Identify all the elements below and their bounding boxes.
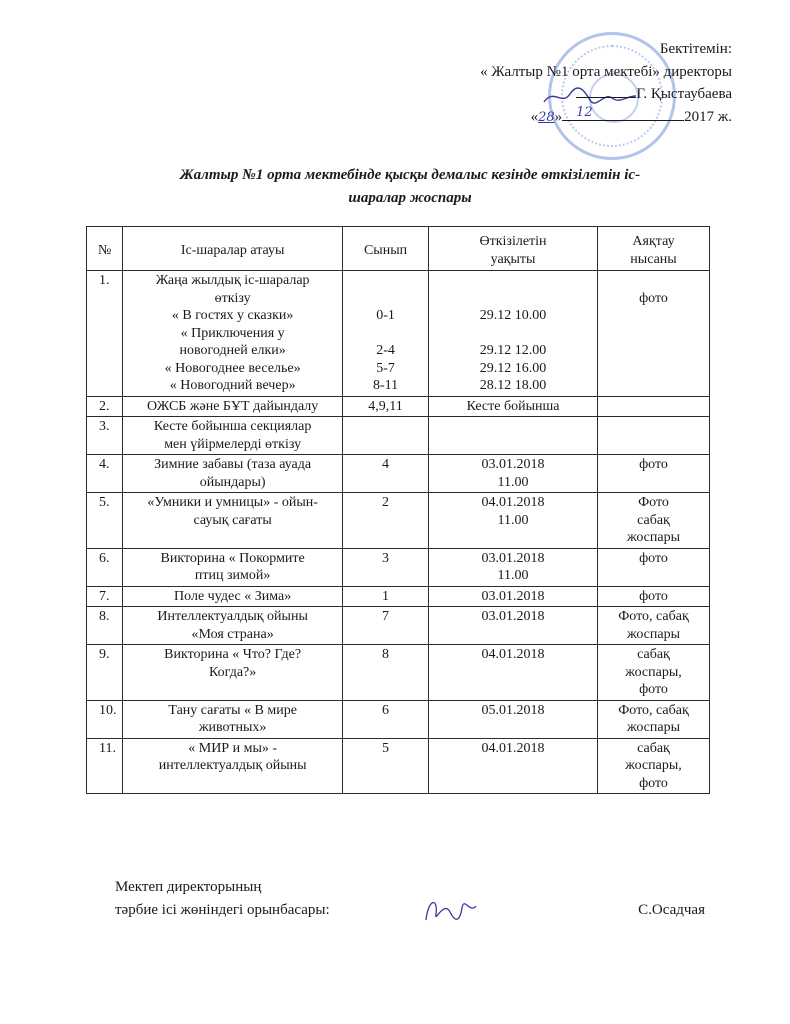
date-month: 12 [576,104,593,120]
row-number: 10. [87,700,123,738]
row-event-name: Тану сағаты « В мире животных» [123,700,343,738]
col-header-form: Аяқтау нысаны [598,227,710,271]
row-event-name: Кесте бойынша секциялар мен үйірмелерді өткізу [123,417,343,455]
row-class [343,417,429,455]
row-time: 04.01.2018 [429,645,598,701]
table-row [87,417,710,455]
row-number: 2. [87,396,123,417]
row-form: фото [598,548,710,586]
events-table [86,226,710,794]
row-number: 8. [87,607,123,645]
row-time [429,417,598,455]
table-header-row [87,227,710,271]
approval-block [402,38,732,129]
document-title: Жалтыр №1 орта мектебінде қысқы демалыс кезінде өткізілетін іс- шаралар жоспары [179,167,641,206]
col-header-name: Іс-шаралар атауы [123,227,343,271]
col-header-class: Сынып [343,227,429,271]
table-row [87,586,710,607]
table-row [87,271,710,397]
date-year: 2017 ж. [684,108,732,125]
row-event-name: « МИР и мы» - интеллектуалдық ойыны [123,738,343,794]
table-row [87,548,710,586]
row-form: фото [598,455,710,493]
row-form: Фото сабақ жоспары [598,493,710,549]
row-event-name: Поле чудес « Зима» [123,586,343,607]
row-class: 0-1 2-4 5-7 8-11 [343,271,429,397]
row-class: 1 [343,586,429,607]
row-form: Фото, сабақ жоспары [598,700,710,738]
table-row [87,455,710,493]
row-number: 7. [87,586,123,607]
row-number: 1. [87,271,123,397]
row-event-name: Жаңа жылдық іс-шаралар өткізу « В гостях у сказки» « Приключения у новогодней елки» « Новогоднее веселье» « Новогодний вечер» [123,271,343,397]
approval-school: « Жалтыр №1 орта мектебі» директоры [480,63,732,80]
row-time: 04.01.2018 11.00 [429,493,598,549]
row-time: 29.12 10.00 29.12 12.00 29.12 16.00 28.12 18.00 [429,271,598,397]
row-form: сабақ жоспары, фото [598,738,710,794]
signer-name: С.Осадчая [638,902,705,918]
row-time: 03.01.2018 11.00 [429,455,598,493]
col-header-time: Өткізілетін уақыты [429,227,598,271]
footer-position-line2: тәрбие ісі жөніндегі орынбасары: [115,902,330,918]
table-row [87,493,710,549]
row-class: 4 [343,455,429,493]
footer-position-line1: Мектеп директорының [115,879,262,895]
approval-director [402,83,732,106]
row-number: 4. [87,455,123,493]
row-number: 6. [87,548,123,586]
row-form [598,417,710,455]
table-row [87,738,710,794]
row-class: 3 [343,548,429,586]
row-time: 03.01.2018 11.00 [429,548,598,586]
director-name: Г. Қыстаубаева [636,86,732,102]
row-event-name: Интеллектуалдық ойыны «Моя страна» [123,607,343,645]
row-event-name: Викторина « Что? Где? Когда?» [123,645,343,701]
col-header-number: № [87,227,123,271]
row-form [598,396,710,417]
row-event-name: «Умники и умницы» - ойын- сауық сағаты [123,493,343,549]
row-form: Фото, сабақ жоспары [598,607,710,645]
row-class: 2 [343,493,429,549]
row-form: сабақ жоспары, фото [598,645,710,701]
approval-date: «28» 12 2017 ж. [402,106,732,130]
row-number: 5. [87,493,123,549]
row-event-name: Викторина « Покормите птиц зимой» [123,548,343,586]
table-row [87,607,710,645]
row-class: 4,9,11 [343,396,429,417]
table-row [87,700,710,738]
row-form: фото [598,271,710,397]
row-number: 11. [87,738,123,794]
table-row [87,396,710,417]
row-event-name: ОЖСБ және БҰТ дайындалу [123,396,343,417]
approval-heading: Бектітемін: [659,41,732,57]
row-form: фото [598,586,710,607]
row-class: 8 [343,645,429,701]
row-class: 7 [343,607,429,645]
row-number: 9. [87,645,123,701]
row-class: 5 [343,738,429,794]
row-time: 03.01.2018 [429,586,598,607]
footer-signature-block [115,876,705,922]
row-number: 3. [87,417,123,455]
row-time: Кесте бойынша [429,396,598,417]
row-event-name: Зимние забавы (таза ауада ойындары) [123,455,343,493]
row-time: 05.01.2018 [429,700,598,738]
row-time: 03.01.2018 [429,607,598,645]
row-class: 6 [343,700,429,738]
date-day: 28 [538,109,555,125]
deputy-signature [420,890,480,930]
row-time: 04.01.2018 [429,738,598,794]
table-row [87,645,710,701]
